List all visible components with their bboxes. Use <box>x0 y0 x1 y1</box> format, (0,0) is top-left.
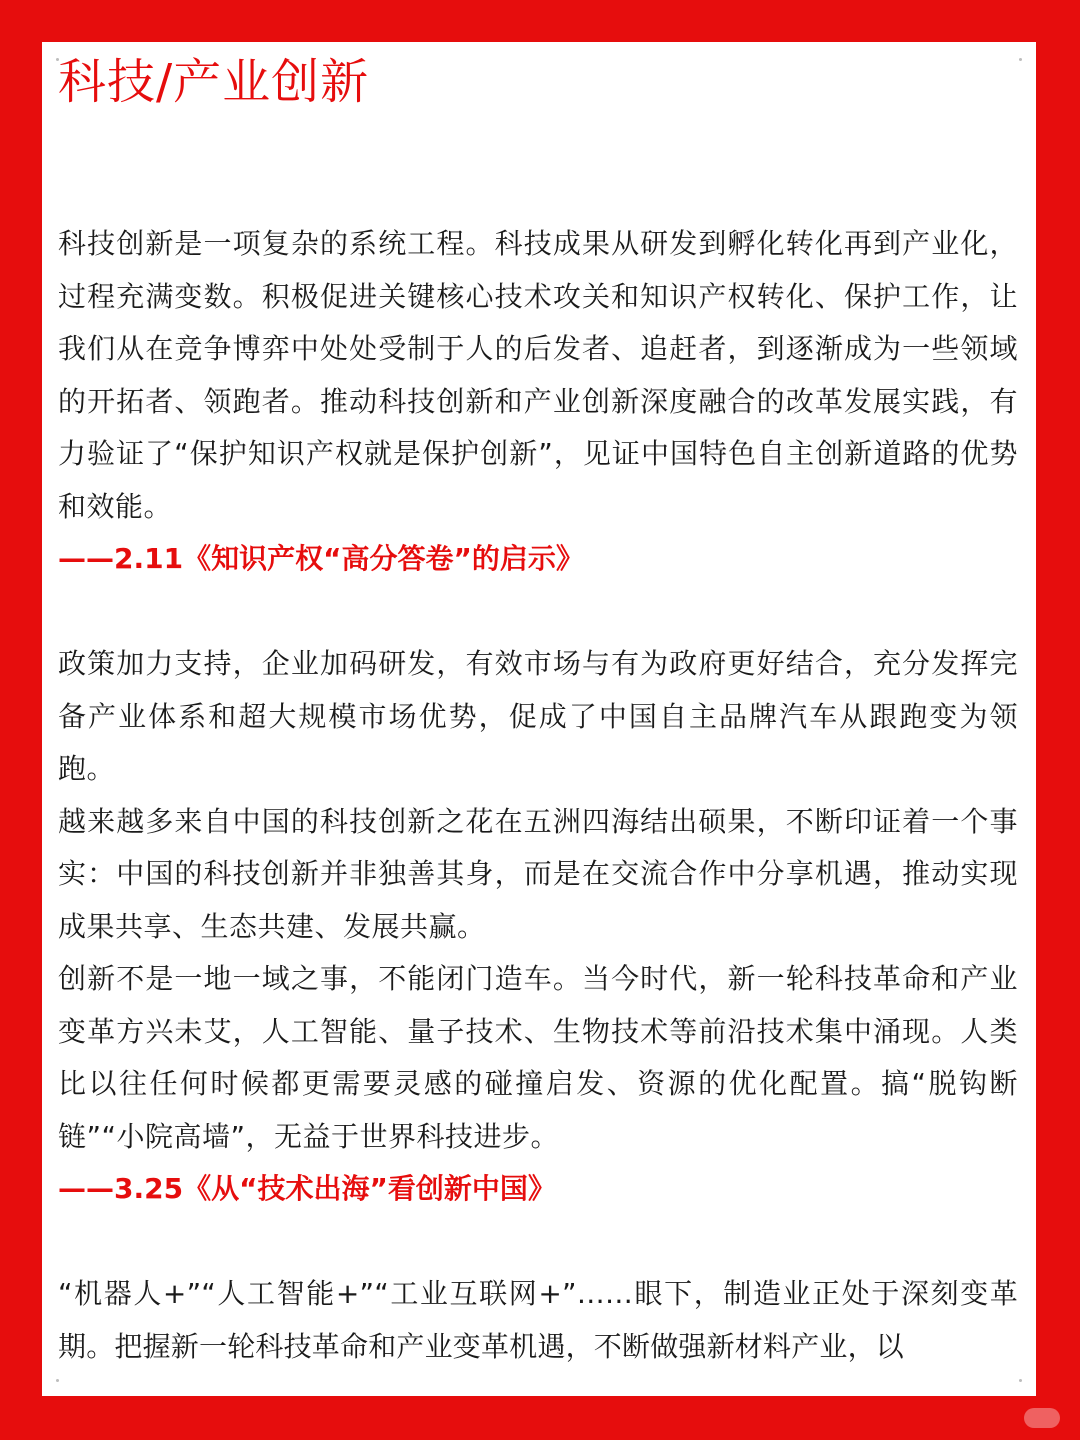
content-card <box>42 42 1036 1396</box>
article-body <box>58 218 1018 1373</box>
corner-dot-bottom-left <box>56 1379 59 1382</box>
paragraph: 创新不是一地一域之事，不能闭门造车。当今时代，新一轮科技革命和产业变革方兴未艾，人工智能、量子技术、生物技术等前沿技术集中涌现。人类比以往任何时候都更需要灵感的碰撞启发、资源的优化配置。搞“脱钩断链”“小院高墙”，无益于世界科技进步。 <box>58 962 1018 1153</box>
excerpt-block <box>58 638 1018 1216</box>
source-citation: ——3.25《从“技术出海”看创新中国》 <box>58 1172 556 1205</box>
paragraph: “机器人+”“人工智能+”“工业互联网+”……眼下，制造业正处于深刻变革期。把握新一轮科技革命和产业变革机遇，不断做强新材料产业，以 <box>58 1277 1018 1363</box>
watermark <box>1024 1408 1060 1428</box>
corner-dot-top-right <box>1019 58 1022 61</box>
source-citation: ——2.11《知识产权“高分答卷”的启示》 <box>58 542 584 575</box>
paragraph: 科技创新是一项复杂的系统工程。科技成果从研发到孵化转化再到产业化，过程充满变数。积极促进关键核心技术攻关和知识产权转化、保护工作，让我们从在竞争博弈中处处受制于人的后发者、追赶者，到逐渐成为一些领域的开拓者、领跑者。推动科技创新和产业创新深度融合的改革发展实践，有力验证了“保护知识产权就是保护创新”，见证中国特色自主创新道路的优势和效能。 <box>58 227 1018 523</box>
corner-dot-bottom-right <box>1019 1379 1022 1382</box>
block-spacer <box>58 586 1018 639</box>
page-title: 科技/产业创新 <box>58 54 370 110</box>
paragraph: 越来越多来自中国的科技创新之花在五洲四海结出硕果，不断印证着一个事实：中国的科技创新并非独善其身，而是在交流合作中分享机遇，推动实现成果共享、生态共建、发展共赢。 <box>58 804 1018 943</box>
block-spacer <box>58 1216 1018 1269</box>
excerpt-block <box>58 218 1018 586</box>
paragraph: 政策加力支持，企业加码研发，有效市场与有为政府更好结合，充分发挥完备产业体系和超大规模市场优势，促成了中国自主品牌汽车从跟跑变为领跑。 <box>58 647 1018 785</box>
excerpt-block <box>58 1268 1018 1373</box>
